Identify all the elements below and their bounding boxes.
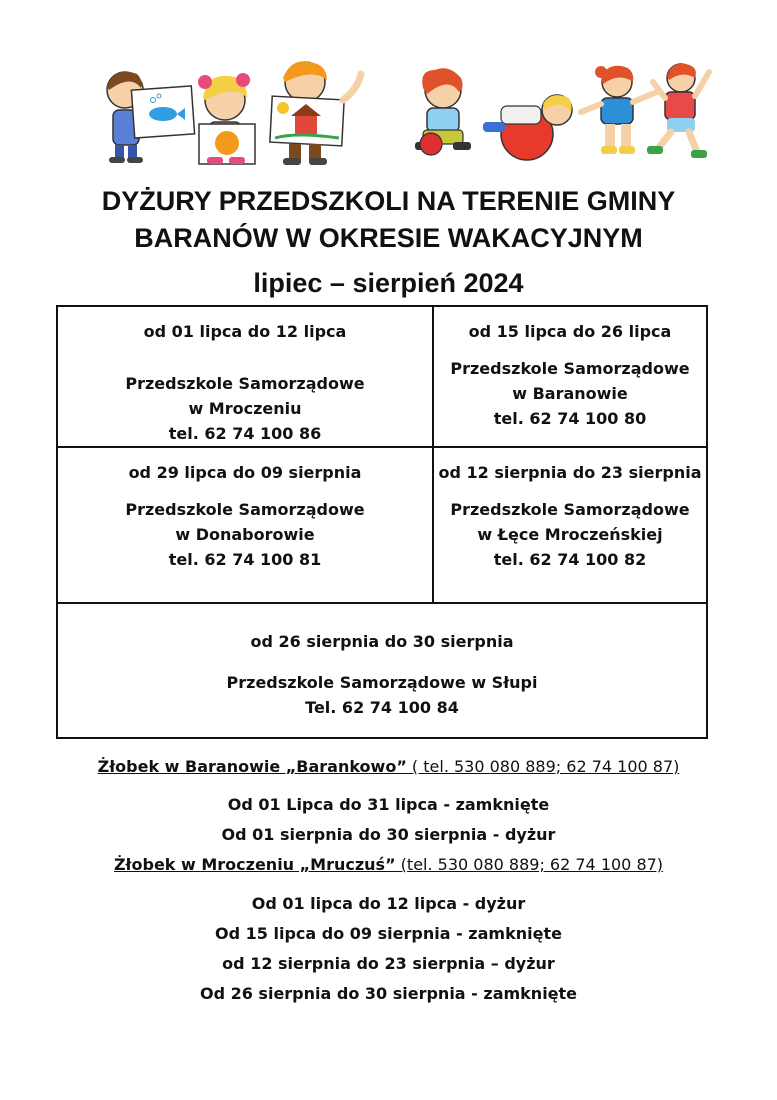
duty-place: w Mroczeniu — [188, 399, 302, 418]
duty-phone: tel. 62 74 100 81 — [168, 550, 322, 569]
nursery-2-line-3 — [0, 952, 777, 976]
duty-phone: Tel. 62 74 100 84 — [305, 698, 459, 717]
duty-institution: Przedszkole Samorządowe — [450, 500, 690, 519]
duty-institution: Przedszkole Samorządowe w Słupi — [226, 673, 538, 692]
duty-phone: tel. 62 74 100 80 — [493, 409, 647, 428]
nursery-schedule-line: Od 01 lipca do 12 lipca - dyżur — [251, 894, 526, 913]
nursery-2-name: Żłobek w Mroczeniu „Mruczuś” — [113, 855, 396, 874]
nursery-1-name: Żłobek w Baranowie „Barankowo” — [97, 757, 407, 776]
table-divider — [58, 602, 706, 604]
table-divider — [58, 446, 706, 448]
duty-phone: tel. 62 74 100 86 — [168, 424, 322, 443]
duty-place: w Łęce Mroczeńskiej — [477, 525, 663, 544]
duty-period: od 12 sierpnia do 23 sierpnia — [438, 463, 702, 482]
duty-period: od 26 sierpnia do 30 sierpnia — [250, 632, 514, 651]
duty-cell-3 — [58, 460, 432, 572]
duty-place: w Baranowie — [512, 384, 628, 403]
nursery-2-header — [0, 853, 777, 877]
duty-period: od 29 lipca do 09 sierpnia — [128, 463, 362, 482]
duty-institution: Przedszkole Samorządowe — [125, 500, 365, 519]
duty-phone: tel. 62 74 100 82 — [493, 550, 647, 569]
nursery-schedule-line: Od 15 lipca do 09 sierpnia - zamknięte — [215, 924, 562, 943]
children-playing-icon — [405, 62, 715, 164]
nursery-2-contact: (tel. 530 080 889; 62 74 100 87) — [395, 855, 664, 874]
children-drawing-icon — [95, 60, 370, 168]
nursery-schedule-line: Od 01 Lipca do 31 lipca - zamknięte — [227, 795, 550, 814]
nursery-2-line-2 — [0, 922, 777, 946]
page-title-line-1: DYŻURY PRZEDSZKOLI NA TERENIE GMINY — [101, 186, 676, 216]
duty-cell-5 — [58, 629, 706, 720]
duty-cell-4 — [434, 460, 706, 572]
duty-schedule-table — [56, 305, 708, 739]
duty-period: od 15 lipca do 26 lipca — [468, 322, 672, 341]
nursery-2-line-4 — [0, 982, 777, 1006]
page-title-line-2: BARANÓW W OKRESIE WAKACYJNYM — [134, 223, 643, 253]
duty-institution: Przedszkole Samorządowe — [125, 374, 365, 393]
duty-cell-2 — [434, 319, 706, 431]
nursery-schedule-line: Od 26 sierpnia do 30 sierpnia - zamknięte — [199, 984, 578, 1003]
duty-period: od 01 lipca do 12 lipca — [143, 322, 347, 341]
page-subtitle: lipiec – sierpień 2024 — [253, 268, 524, 298]
nursery-1-header — [0, 755, 777, 779]
duty-cell-1 — [58, 319, 432, 446]
nursery-1-line-2 — [0, 823, 777, 847]
nursery-schedule-line: Od 01 sierpnia do 30 sierpnia - dyżur — [221, 825, 556, 844]
nursery-schedule-line: od 12 sierpnia do 23 sierpnia – dyżur — [222, 954, 555, 973]
nursery-2-line-1 — [0, 892, 777, 916]
nursery-1-line-1 — [0, 793, 777, 817]
duty-place: w Donaborowie — [175, 525, 315, 544]
nursery-1-contact: ( tel. 530 080 889; 62 74 100 87) — [406, 757, 680, 776]
duty-institution: Przedszkole Samorządowe — [450, 359, 690, 378]
